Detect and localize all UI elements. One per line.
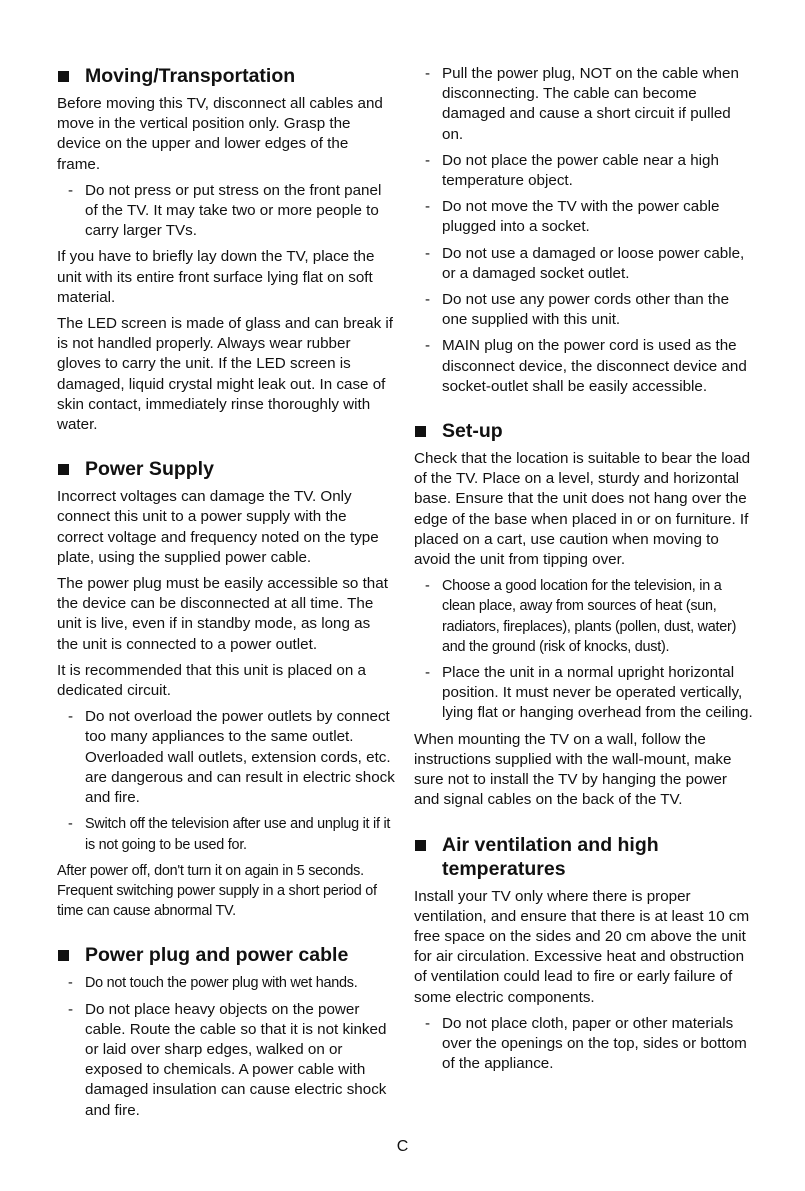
paragraph: Incorrect voltages can damage the TV. Only connect this unit to a power supply with the correct voltage and frequency noted on the type plate, using the supplied power cable. [57,488,379,566]
square-bullet-icon [58,464,69,475]
left-column [57,64,395,1127]
list-item: - Do not use a damaged or loose power cable, or a damaged socket outlet. [425,244,745,282]
list-item: - Do not place cloth, paper or other materials over the openings on the top, sides or bottom of the appliance. [425,1014,747,1073]
paragraph: Install your TV only where there is proper ventilation, and ensure that there is at least 10 cm free space on the sides and 20 cm above the unit for air circulation. Excessive heat and obstruction of ventilation could lead to fire or early failure of some electric components. [414,887,750,1006]
moving-transportation-section [57,64,395,435]
section-heading: Moving/Transportation [57,64,395,88]
list-item: - Do not use any power cords other than the one supplied with this unit. [425,291,730,329]
paragraph: The LED screen is made of glass and can break if is not handled properly. Always wear rubber gloves to carry the unit. If the LED screen is damaged, liquid crystal might leak out. In case of skin contact, immediately rinse thoroughly with water. [57,315,393,434]
paragraph: When mounting the TV on a wall, follow the instructions supplied with the wall-mount, make sure not to install the TV by hanging the power and signal cables on the back of the TV. [414,730,732,809]
power-plug-continued [414,64,754,397]
setup-section [414,419,754,810]
square-bullet-icon [415,426,426,437]
bullet-list [57,181,395,242]
list-item: - Do not press or put stress on the front panel of the TV. It may take two or more people to carry larger TVs. [68,181,382,240]
list-item: - Switch off the television after use and unplug it if it is not going to be used for. [68,816,391,853]
air-ventilation-section [414,833,754,1075]
section-heading: Power plug and power cable [57,943,395,967]
bullet-list [414,576,754,723]
power-supply-section [57,457,395,921]
paragraph: Before moving this TV, disconnect all cables and move in the vertical position only. Grasp the device on the upper and lower edges of the frame. [57,95,383,173]
list-item: - Do not move the TV with the power cable plugged into a socket. [425,198,720,236]
paragraph: It is recommended that this unit is placed on a dedicated circuit. [57,661,366,700]
square-bullet-icon [415,840,426,851]
paragraph: After power off, don't turn it on again in 5 seconds. Frequent switching power supply in a short period of time can cause abnormal TV. [57,862,377,920]
list-item: - Do not overload the power outlets by connect too many appliances to the same outlet. Overloaded wall outlets, extension cords, etc. are dangerous and can result in electric shock and fire. [68,708,395,807]
bullet-list [414,1014,754,1075]
paragraph: Check that the location is suitable to bear the load of the TV. Place on a level, sturdy and horizontal base. Ensure that the unit does not hang over the edge of the base when placed in or on furniture. If placed on a cart, use caution when moving to avoid the unit from tipping over. [414,450,751,569]
section-heading: Set-up [414,419,754,443]
section-heading: Power Supply [57,457,395,481]
list-item: - MAIN plug on the power cord is used as the disconnect device, the disconnect device and socket-outlet shall be easily accessible. [425,337,747,395]
bullet-list [414,64,754,397]
list-item: - Do not place the power cable near a high temperature object. [425,151,719,190]
section-heading: Air ventilation and high temperatures [414,833,754,881]
paragraph: If you have to briefly lay down the TV, place the unit with its entire front surface lying flat on soft material. [57,248,375,306]
list-item: - Place the unit in a normal upright horizontal position. It must never be operated vertically, lying flat or hanging overhead from the ceiling. [425,664,753,722]
list-item: - Do not place heavy objects on the power cable. Route the cable so that it is not kinked or laid over sharp edges, walked on or exposed to chemicals. A power cable with damaged insulation can cause electric shock and fire. [68,1000,387,1119]
list-item: - Pull the power plug, NOT on the cable when disconnecting. The cable can become damaged and cause a short circuit if pulled on. [425,65,739,143]
square-bullet-icon [58,71,69,82]
paragraph: The power plug must be easily accessible so that the device can be disconnected at all time. The unit is live, even if in standby mode, as long as the unit is connected to a power outlet. [57,575,388,653]
square-bullet-icon [58,950,69,961]
right-column [414,64,754,1080]
power-plug-section [57,943,395,1120]
bullet-list [57,707,395,854]
page-number: C [396,1138,409,1155]
list-item: - Choose a good location for the television, in a clean place, away from sources of heat (sun, radiators, fireplaces), plants (pollen, dust, water) and the ground (risk of knocks, dust). [425,578,737,655]
list-item: - Do not touch the power plug with wet hands. [68,975,358,992]
bullet-list [57,973,395,1120]
